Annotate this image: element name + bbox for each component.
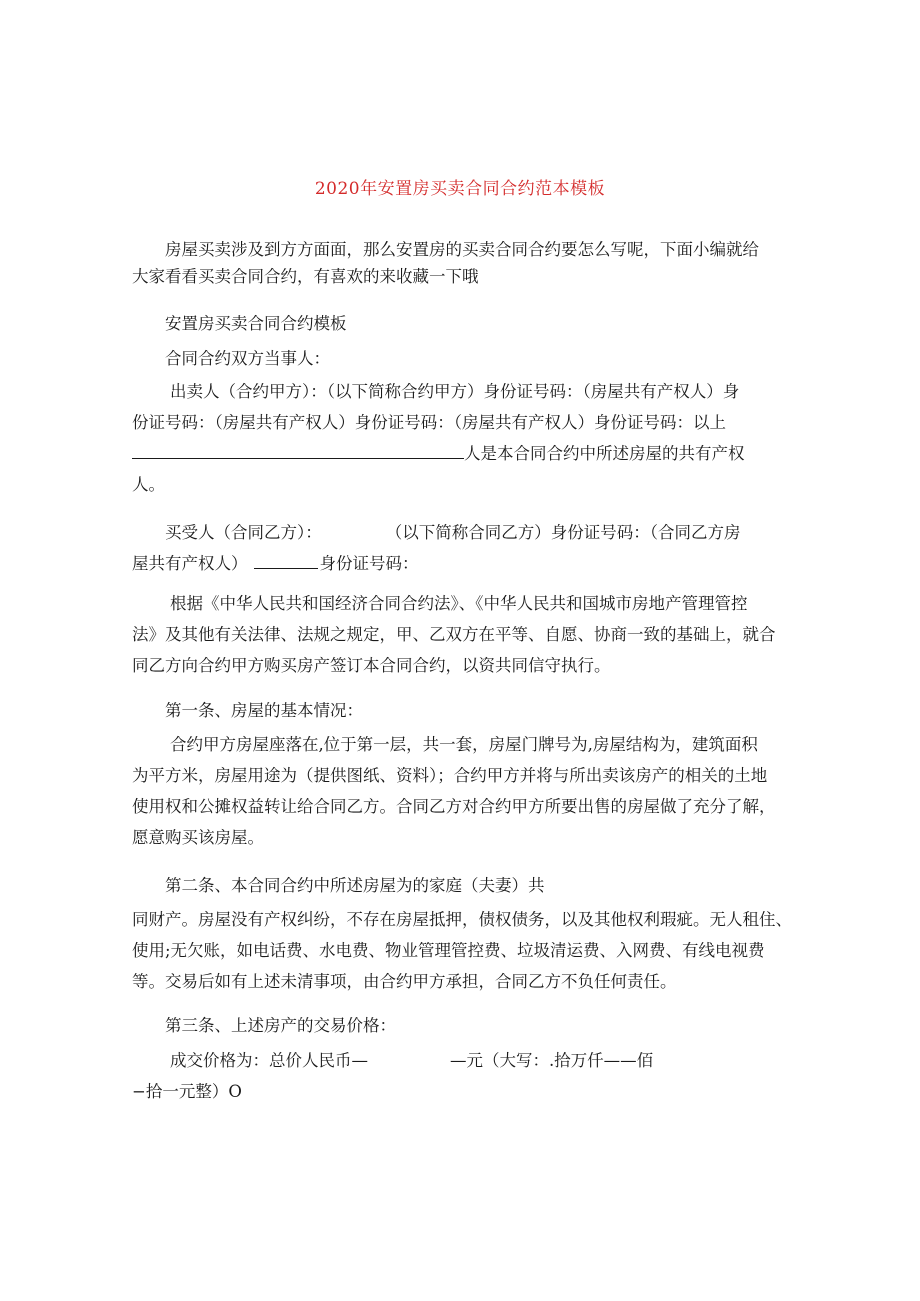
article1-line: 合约甲方房屋座落在,位于第一层，共一套，房屋门牌号为,房屋结构为，建筑面积 <box>169 735 758 754</box>
intro-line: 大家看看买卖合同合约，有喜欢的来收藏一下哦 <box>132 267 479 286</box>
price-line: −拾一元整）O <box>132 1082 242 1101</box>
seller-line: 人是本合同合约中所述房屋的共有产权 <box>464 444 745 463</box>
seller-line: 份证号码：（房屋共有产权人）身份证号码：（房屋共有产权人）身份证号码：以上 <box>132 413 726 432</box>
seller-line: 出卖人（合约甲方）：（以下简称合约甲方）身份证号码：（房屋共有产权人）身 <box>169 382 740 401</box>
price-line: 成交价格为：总价人民币— <box>169 1051 368 1070</box>
buyer-paragraph <box>132 519 800 577</box>
article2-heading: 第二条、本合同合约中所述房屋为的家庭（夫妻）共 <box>165 876 545 895</box>
seller-paragraph <box>132 378 800 498</box>
article2-line: 同财产。房屋没有产权纠纷，不存在房屋抵押，债权债务，以及其他权利瑕疵。无人租住、 <box>132 910 792 929</box>
intro-line: 房屋买卖涉及到方方面面，那么安置房的买卖合同合约要怎么写呢，下面小编就给 <box>165 240 759 259</box>
blank-underline <box>132 440 464 459</box>
blank-underline <box>254 550 318 569</box>
parties-heading: 合同合约双方当事人： <box>165 349 330 368</box>
article2-line: 使用;无欠账，如电话费、水电费、物业管理管控费、垃圾清运费、入网费、有线电视费 <box>132 941 765 960</box>
basis-line: 根据《中华人民共和国经济合同合约法》、《中华人民共和国城市房地产管理管控 <box>169 594 748 613</box>
intro-paragraph <box>132 236 800 290</box>
document-title: 2020年安置房买卖合同合约范本模板 <box>314 179 606 199</box>
basis-paragraph <box>132 590 800 679</box>
buyer-line: 身份证号码： <box>319 554 419 573</box>
buyer-line: 买受人（合同乙方）： <box>165 523 322 542</box>
basis-line: 同乙方向合约甲方购买房产签订本合同合约，以资共同信守执行。 <box>132 656 611 675</box>
article2-paragraph <box>132 906 800 995</box>
article1-paragraph <box>132 731 800 851</box>
template-heading: 安置房买卖合同合约模板 <box>165 314 347 333</box>
buyer-line: 屋共有产权人） <box>132 554 248 573</box>
article1-line: 愿意购买该房屋。 <box>132 828 264 847</box>
article3-paragraph <box>132 1047 800 1105</box>
article1-heading: 第一条、房屋的基本情况： <box>165 701 363 720</box>
price-line: —元（大写：.拾万仟——佰 <box>449 1051 654 1070</box>
article2-line: 等。交易后如有上述未清事项，由合约甲方承担，合同乙方不负任何责任。 <box>132 972 677 991</box>
article1-line: 使用权和公摊权益转让给合同乙方。合同乙方对合约甲方所要出售的房屋做了充分了解， <box>132 797 776 816</box>
seller-line: 人。 <box>132 475 165 494</box>
article1-line: 为平方米，房屋用途为（提供图纸、资料）；合约甲方并将与所出卖该房产的相关的土地 <box>132 766 768 785</box>
article3-heading: 第三条、上述房产的交易价格： <box>165 1016 396 1035</box>
basis-line: 法》及其他有关法律、法规之规定，甲、乙双方在平等、自愿、协商一致的基础上，就合 <box>132 625 776 644</box>
buyer-line: （以下简称合同乙方）身份证号码：（合同乙方房 <box>385 523 741 542</box>
